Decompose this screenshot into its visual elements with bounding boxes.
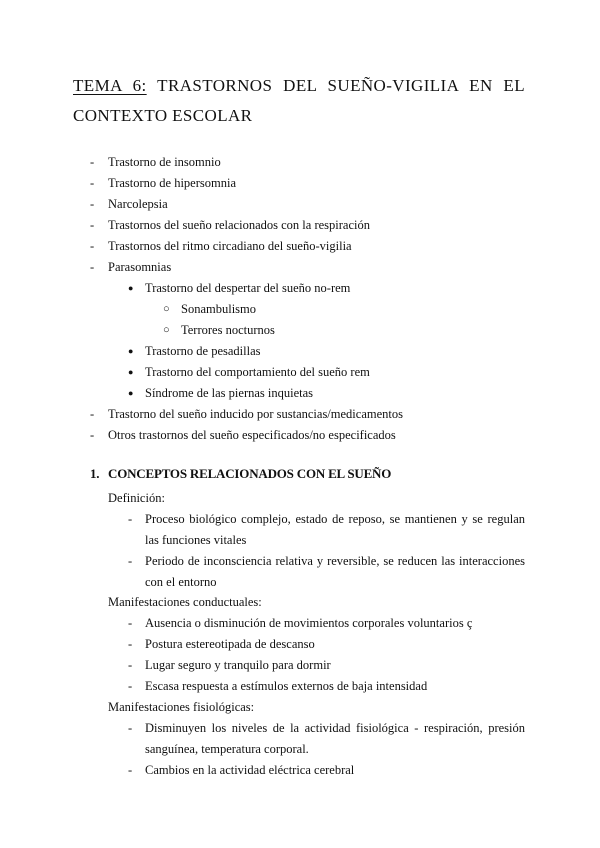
title-text: TRASTORNOS DEL SUEÑO-VIGILIA EN EL CONTEXTO ESCOLAR	[73, 76, 525, 125]
list-item: - Otros trastornos del sueño especificados/no especificados	[90, 428, 396, 442]
list-item: ○ Sonambulismo	[0, 299, 600, 320]
definicion-item: - Periodo de inconsciencia relativa y reversible, se reducen las interacciones con el entorno	[128, 554, 525, 589]
circle-bullet-icon: ○	[163, 324, 170, 336]
conductuales-item: - Ausencia o disminución de movimientos corporales voluntarios ç	[128, 616, 473, 630]
definicion-item: - Proceso biológico complejo, estado de reposo, se mantienen y se regulan las funciones vitales	[128, 512, 525, 547]
list-item: - Trastorno de hipersomnia	[90, 176, 236, 190]
page-title	[73, 71, 525, 131]
definicion-label: Definición:	[108, 491, 165, 505]
fisiologicas-item: - Cambios en la actividad eléctrica cerebral	[128, 763, 355, 777]
conductuales-item: - Postura estereotipada de descanso	[128, 637, 315, 651]
list-item: - Parasomnias	[90, 260, 172, 274]
bullet-icon: ●	[128, 367, 134, 377]
list-item: - Trastornos del ritmo circadiano del sueño-vigilia	[90, 239, 352, 253]
section-heading	[90, 466, 391, 482]
list-item: ● Trastorno del comportamiento del sueño rem	[0, 362, 600, 383]
fisiologicas-item: - Disminuyen los niveles de la actividad fisiológica - respiración, presión sanguínea, temperatura corporal.	[128, 721, 525, 756]
list-item: ● Síndrome de las piernas inquietas	[0, 383, 600, 404]
conductuales-item: - Lugar seguro y tranquilo para dormir	[128, 658, 331, 672]
topic-index-list	[0, 152, 600, 446]
list-item: - Narcolepsia	[90, 197, 168, 211]
list-item: ● Trastorno de pesadillas	[0, 341, 600, 362]
section-title: CONCEPTOS RELACIONADOS CON EL SUEÑO	[108, 466, 392, 481]
fisiologicas-label: Manifestaciones fisiológicas:	[108, 700, 255, 714]
bullet-icon: ●	[128, 388, 134, 398]
list-item: - Trastornos del sueño relacionados con la respiración	[90, 218, 370, 232]
section-number: 1.	[90, 466, 100, 481]
conductuales-item: - Escasa respuesta a estímulos externos de baja intensidad	[128, 679, 428, 693]
list-item: - Trastorno de insomnio	[90, 155, 221, 169]
list-item: ● Trastorno del despertar del sueño no-rem	[0, 278, 600, 299]
bullet-icon: ●	[128, 283, 134, 293]
list-item: ○ Terrores nocturnos	[0, 320, 600, 341]
list-item: - Trastorno del sueño inducido por sustancias/medicamentos	[90, 407, 403, 421]
circle-bullet-icon: ○	[163, 303, 170, 315]
conductuales-label: Manifestaciones conductuales:	[108, 595, 262, 609]
title-tema-label: TEMA 6:	[73, 76, 147, 95]
bullet-icon: ●	[128, 346, 134, 356]
